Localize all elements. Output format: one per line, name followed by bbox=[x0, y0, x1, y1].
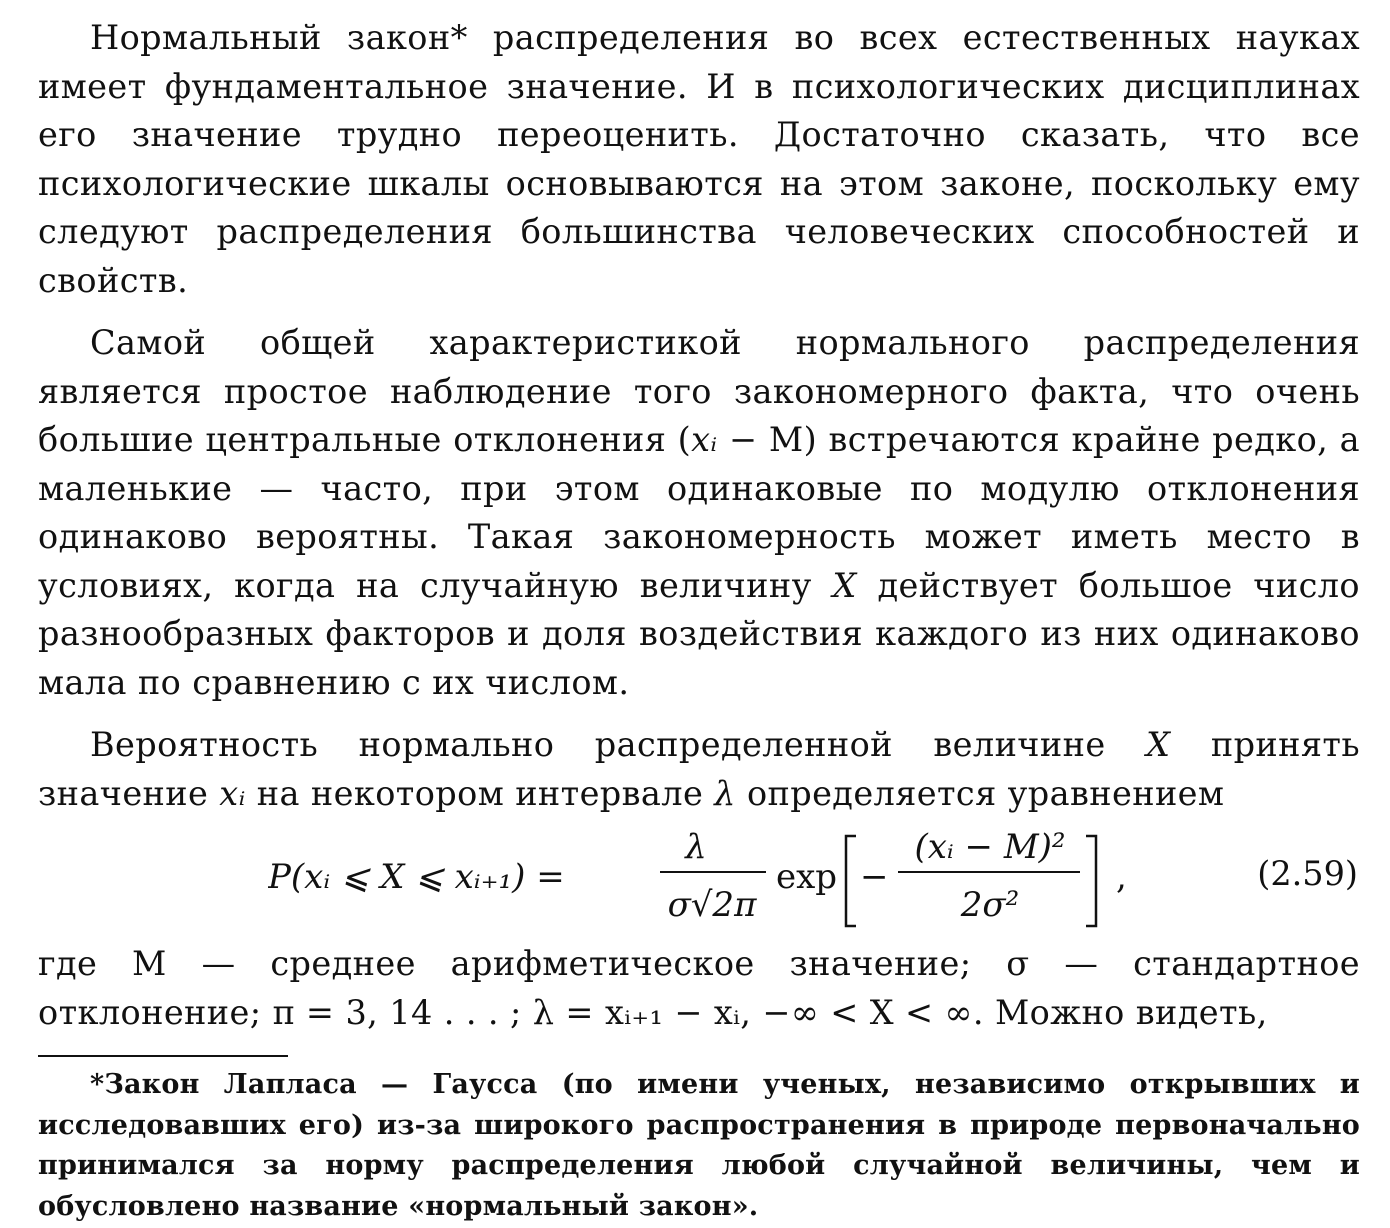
minus-sign: − bbox=[860, 857, 889, 897]
math-xi: xᵢ bbox=[691, 420, 718, 459]
text-span: действует большое число разнообразных факторов и доля воздействия каждого из них одинаково мала по сравнению с их числом. bbox=[38, 565, 1360, 702]
text-span: на некотором интервале bbox=[245, 773, 715, 813]
text-span: Вероятность нормально распределенной величине bbox=[90, 725, 1147, 764]
fraction-1-numerator: λ bbox=[685, 827, 707, 867]
footnote-divider bbox=[38, 1055, 288, 1057]
text-span: определяется уравнением bbox=[735, 773, 1225, 813]
paragraph-probability-definition bbox=[38, 721, 1360, 818]
fraction-2-numerator: (xᵢ − M)² bbox=[914, 827, 1066, 867]
paragraph-formula-explanation: где M — среднее арифметическое значение; σ — стандартное отклонение; π = 3, 14 . . . ; λ = xᵢ₊₁ − xᵢ, −∞ < X < ∞. Можно видеть, bbox=[38, 944, 1360, 1032]
math-X: X bbox=[832, 565, 857, 605]
footnote: *Закон Лапласа — Гаусса (по имени ученых, независимо открывших и исследовавших его) из-за широкого распространения в природе первоначально принимался за норму распределения любой случайной величины, чем и обусловлено название «нормальный закон». bbox=[38, 1069, 1360, 1222]
page-body bbox=[38, 14, 1360, 1227]
exp-operator: exp bbox=[776, 857, 838, 897]
math-X: X bbox=[1146, 725, 1171, 764]
fraction-2-denominator: 2σ² bbox=[960, 885, 1020, 925]
text-span: принять значение bbox=[38, 725, 1360, 813]
math-xi: xᵢ bbox=[219, 773, 246, 813]
formula-comma: , bbox=[1116, 857, 1127, 897]
formula-lhs: P(xᵢ ⩽ X ⩽ xᵢ₊₁) = bbox=[268, 857, 565, 897]
fraction-1-denominator: σ√2π bbox=[667, 885, 757, 925]
right-bracket bbox=[1086, 836, 1096, 926]
left-bracket bbox=[846, 836, 856, 926]
paragraph-normal-distribution-characteristic bbox=[38, 319, 1360, 707]
text-span: − M) встречаются крайне редко, а маленькие — часто, при этом одинаковые по модулю отклонения одинаково вероятны. Такая закономерность может иметь место в условиях, когда на случайную величину bbox=[38, 420, 1361, 605]
text-span: Самой общей характеристикой нормального распределения является простое наблюдение того закономерного факта, что очень большие центральные отклонения ( bbox=[38, 323, 1360, 459]
formula-svg bbox=[268, 822, 1148, 940]
paragraph-normal-law-intro: Нормальный закон* распределения во всех естественных науках имеет фундаментальное значение. И в психологических дисциплинах его значение трудно переоценить. Достаточно сказать, что все психологические шкалы основываются на этом законе, поскольку ему следуют распределения большинства человеческих способностей и свойств. bbox=[38, 18, 1360, 300]
math-lambda: λ bbox=[714, 773, 736, 813]
equation-2-59 bbox=[38, 822, 1360, 940]
equation-number: (2.59) bbox=[1257, 854, 1358, 893]
